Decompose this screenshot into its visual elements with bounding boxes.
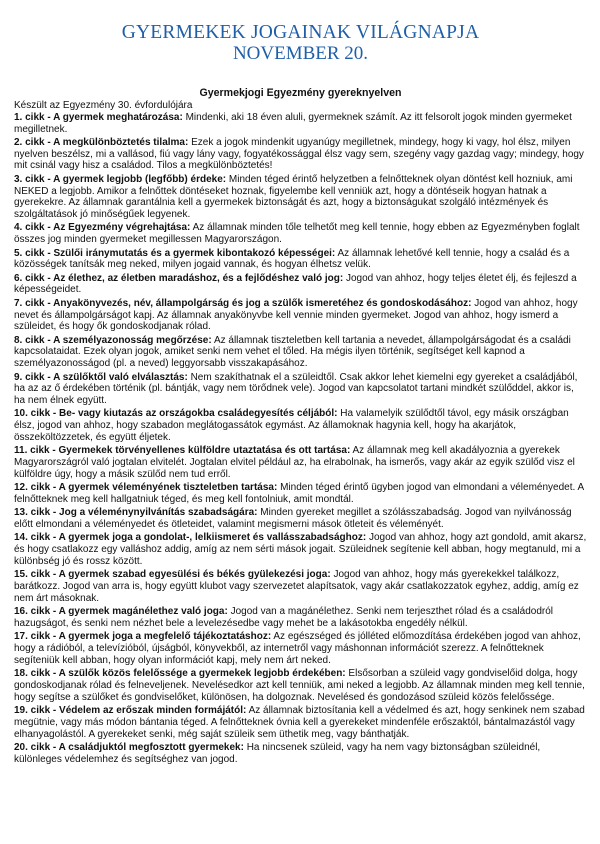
article-number: 20. cikk [14, 741, 51, 753]
article-title: Anyakönyvezés, név, állampolgárság és jog a szülők ismeretéhez és gondoskodásához: [53, 297, 472, 309]
article-item [14, 335, 587, 370]
article-text: Az államnak meg kell akadályoznia a gyerekek Magyarországról való jogtalan elvitelét. Jogtalan elvitel például az, ha elrabolnak, ha ismerős, vagy akár az egyik szülőd visz el külföldre úgy, hogy a másik szülőd nem tud erről. [14, 445, 575, 480]
article-heading: 4. cikk - Az Egyezmény végrehajtása: [14, 222, 191, 234]
article-title: Az élethez, az életben maradáshoz, és a fejlődéshez való jog: [53, 272, 344, 284]
article-item [14, 606, 587, 630]
article-number: 4. cikk [14, 222, 45, 234]
article-item [14, 372, 587, 407]
article-number: 19. cikk [14, 705, 51, 717]
article-title: A megkülönböztetés tilalma: [53, 136, 189, 148]
article-text: Az államnak minden tőle telhetőt meg kell tennie, hogy ebben az Egyezményben foglalt összes jog minden gyermeket megillessen Magyarországon. [14, 222, 580, 246]
article-text: Nem szakíthatnak el a szüleidtől. Csak akkor lehet kiemelni egy gyereket a családjából, ha az az ő érdekében történik (pl. bántják, vagy nem törődnek vele). Jogod van kapcsolatot tartani mindkét szülőddel, akkor is, ha nem élnek együtt. [14, 371, 578, 407]
article-item [14, 273, 587, 297]
article-heading: 2. cikk - A megkülönböztetés tilalma: [14, 136, 189, 148]
article-heading: 13. cikk - Jog a véleménynyilvánítás szabadságára: [14, 507, 258, 519]
article-item [14, 248, 587, 272]
article-heading: 3. cikk - A gyermek legjobb (legfőbb) érdeke: [14, 173, 227, 185]
article-number: 5. cikk [14, 247, 45, 259]
article-item [14, 507, 587, 531]
article-text: Minden téged érintő helyzetben a felnőtteknek olyan döntést kell hozniuk, ami NEKED a legjobb. Amikor a felnőttek döntéseket hoznak, figyelembe kell venniük azt, hogy a döntéseik hogyan hatnak a gyerekekre. Az államnak garantálnia kell a gyermekek biztonságát és azt, hogy a biztonságukat szolgáló intézmények és szolgáltatások jó minőségűek legyenek. [14, 173, 573, 221]
article-number: 14. cikk [14, 532, 51, 544]
article-title: Védelem az erőszak minden formájától: [59, 705, 247, 717]
article-text: Elsősorban a szüleid vagy gondviselőid dolga, hogy gondoskodjanak rólad és felneveljenek. Nevelésedkor azt kell tenniük, ami neked a legjobb. Az államnak minden meg kell tennie, hogy segítse a szülőket és gondviselőket, különösen, ha dolgoznak. Nevelésed és gondozásod szüleid közös felelőssége. [14, 668, 585, 703]
article-item [14, 668, 587, 703]
article-text: Az államnak lehetővé kell tennie, hogy a család és a közösségek tanítsák meg neked, milyen jogaid vannak, és hogyan élhetsz velük. [14, 247, 570, 271]
article-title: Az Egyezmény végrehajtása: [53, 222, 191, 234]
article-heading: 20. cikk - A családjuktól megfosztott gyermekek: [14, 741, 244, 753]
article-item [14, 137, 587, 172]
article-item [14, 482, 587, 506]
article-title: A gyermek szabad egyesülési és békés gyülekezési joga: [58, 569, 331, 581]
article-text: Mindenki, aki 18 éven aluli, gyermeknek számít. Az itt felsorolt jogok minden gyermeket megilletnek. [14, 111, 572, 135]
article-heading: 6. cikk - Az élethez, az életben maradáshoz, és a fejlődéshez való jog: [14, 272, 344, 284]
article-text: Jogod van ahhoz, hogy más gyerekekkel találkozz, barátkozz. Jogod van arra is, hogy együtt klubot vagy szervezetet alapítsatok, vagy akár csatlakozzatok egyhez, addig, amíg ez nem árt másoknak. [14, 569, 579, 604]
article-number: 1. cikk [14, 111, 45, 123]
article-heading: 19. cikk - Védelem az erőszak minden formájától: [14, 705, 247, 717]
article-number: 7. cikk [14, 297, 45, 309]
article-number: 6. cikk [14, 272, 45, 284]
article-text: Ezek a jogok mindenkit ugyanúgy megilletnek, mindegy, hogy ki vagy, hol élsz, milyen nyelven beszélsz, mi a vallásod, fiú vagy lány vagy, fogyatékossággal élsz vagy sem, szegény vagy gazdag vagy; mindegy, hogy mit csinál vagy hisz a családod. Tilos a megkülönböztetés! [14, 136, 584, 172]
article-number: 10. cikk [14, 408, 51, 420]
article-title: A szülőktől való elválasztás: [53, 371, 188, 383]
article-text: Jogod van ahhoz, hogy teljes életet élj, és fejleszd a képességeidet. [14, 272, 577, 296]
article-heading: 11. cikk - Gyermekek törvényellenes külföldre utaztatása és ott tartása: [14, 445, 351, 457]
article-text: Jogod van ahhoz, hogy nevet és állampolgárságot kapj. Az államnak anyakönyvbe kell vennie minden gyermeket. Jogod van ahhoz, hogy ismerd a szüleidet, és hogy ők gondoskodjanak rólad. [14, 297, 578, 333]
article-item [14, 742, 587, 766]
article-heading: 10. cikk - Be- vagy kiutazás az országokba családegyesítés céljából: [14, 408, 338, 420]
article-heading: 12. cikk - A gyermek véleményének tiszteletben tartása: [14, 482, 278, 494]
article-heading: 17. cikk - A gyermek joga a megfelelő tájékoztatáshoz: [14, 631, 272, 643]
article-item [14, 408, 587, 443]
article-item [14, 222, 587, 246]
article-item [14, 298, 587, 333]
article-item [14, 705, 587, 740]
page-title: GYERMEKEK JOGAINAK VILÁGNAPJA [121, 22, 480, 43]
article-text: Az államnak tiszteletben kell tartania a nevedet, állampolgárságodat és a családi kapcsolataidat. Ezek olyan jogok, amiket senki nem vehet el tőled. Ha mégis ilyen történik, segítséget kell kapnod a személyazonosságod (pl. a neved) leggyorsabb visszakapásához. [14, 334, 571, 370]
article-heading: 18. cikk - A szülők közös felelőssége a gyermekek legjobb érdekében: [14, 668, 346, 680]
article-heading: 8. cikk - A személyazonosság megőrzése: [14, 334, 212, 346]
article-heading: 14. cikk - A gyermek joga a gondolat-, lelkiismeret és vallásszabadsághoz: [14, 532, 367, 544]
article-text: Ha valamelyik szülődtől távol, egy másik országban élsz, jogod van ahhoz, hogy szabadon meglátogassátok egymást. Az államoknak hagynia kell, hogy ha akarjátok, összeköltözzetek, és együtt éljetek. [14, 408, 569, 444]
article-heading: 5. cikk - Szülői iránymutatás és a gyermek kibontakozó képességei: [14, 247, 336, 259]
article-heading: 7. cikk - Anyakönyvezés, név, állampolgárság és jog a szülők ismeretéhez és gondoskodásához: [14, 297, 472, 309]
article-heading: 16. cikk - A gyermek magánélethez való joga: [14, 606, 228, 618]
article-item [14, 569, 587, 604]
article-title: A gyermek véleményének tiszteletben tartása: [58, 482, 278, 494]
article-item [14, 174, 587, 221]
article-number: 3. cikk [14, 173, 45, 185]
article-item [14, 532, 587, 567]
article-text: Az egészséged és jólléted előmozdítása érdekében jogod van ahhoz, hogy a rádióból, a televízióból, újságból, könyvekből, az internetről vagy máshonnan információt szerezz. A felnőtteknek segíteniük kell abban, hogy olyan információt kapj, mely nem árt neked. [14, 631, 581, 666]
article-title: Szülői iránymutatás és a gyermek kibontakozó képességei: [53, 247, 336, 259]
article-text: Ha nincsenek szüleid, vagy ha nem vagy biztonságban szüleidnél, különleges védelemhez és segítséghez van jogod. [14, 741, 541, 765]
article-item [14, 445, 587, 480]
article-title: A szülők közös felelőssége a gyermekek legjobb érdekében: [58, 668, 346, 680]
article-item [14, 631, 587, 666]
article-heading: 9. cikk - A szülőktől való elválasztás: [14, 371, 188, 383]
article-title: A gyermek meghatározása: [53, 111, 183, 123]
page-date: NOVEMBER 20. [232, 43, 369, 64]
article-title: A gyermek joga a megfelelő tájékoztatáshoz: [58, 631, 272, 643]
article-title: A gyermek joga a gondolat-, lelkiismeret és vallásszabadsághoz: [58, 532, 367, 544]
article-number: 18. cikk [14, 668, 51, 680]
article-text: Minden téged érintő ügyben jogod van elmondani a véleményedet. A felnőtteknek meg kell hallgatniuk téged, és meg kell fontolniuk, amit mondtál. [14, 482, 584, 505]
article-number: 8. cikk [14, 334, 45, 346]
article-title: A gyermek magánélethez való joga: [58, 606, 228, 618]
article-heading: 1. cikk - A gyermek meghatározása: [14, 111, 183, 123]
article-title: A gyermek legjobb (legfőbb) érdeke: [53, 173, 227, 185]
article-list [14, 112, 587, 766]
article-title: A családjuktól megfosztott gyermekek: [58, 741, 244, 753]
article-number: 13. cikk [14, 507, 51, 519]
article-text: Jogod van ahhoz, hogy azt gondold, amit akarsz, és hogy csatlakozz egy valláshoz addig, amíg az nem sérti mások jogait. Szüleidnek segítenie kell abban, hogy megtanuld, mi a különbség jó és rossz között. [14, 532, 587, 567]
article-title: Gyermekek törvényellenes külföldre utaztatása és ott tartása: [58, 445, 351, 457]
document-intro: Készült az Egyezmény 30. évfordulójára [14, 100, 193, 111]
article-number: 9. cikk [14, 371, 45, 383]
article-number: 12. cikk [14, 482, 51, 494]
article-text: Az államnak biztosítania kell a védelmed és azt, hogy senkinek nem szabad megütnie, vagy más módon bántania téged. A felnőtteknek óvnia kell a gyerekeket mindenféle erőszaktól, bántalmazástól vagy elhanyagolástól. A gyerekeket senki, még saját szüleik sem üthetik meg, vagy bánthatják. [14, 705, 585, 740]
article-text: Minden gyereket megillet a szólásszabadság. Jogod van nyilvánosság előtt elmondani a véleményedet és ötleteidet, valamint megismerni mások ötleteit és véleményét. [14, 507, 572, 531]
article-number: 11. cikk [14, 445, 50, 457]
article-title: A személyazonosság megőrzése: [53, 334, 212, 346]
article-title: Jog a véleménynyilvánítás szabadságára: [59, 507, 258, 519]
article-number: 15. cikk [14, 569, 51, 581]
document-heading: Gyermekjogi Egyezmény gyereknyelven [199, 87, 402, 99]
article-item [14, 112, 587, 136]
article-number: 2. cikk [14, 136, 45, 148]
article-text: Jogod van a magánélethez. Senki nem terjeszthet rólad és a családodról hazugságot, és senki nem nézhet bele a levelezésedbe vagy mehet be a lakásotokba engedély nélkül. [14, 606, 554, 629]
article-number: 16. cikk [14, 606, 51, 618]
article-number: 17. cikk [14, 631, 51, 643]
article-heading: 15. cikk - A gyermek szabad egyesülési és békés gyülekezési joga: [14, 569, 331, 581]
article-title: Be- vagy kiutazás az országokba családegyesítés céljából: [59, 408, 338, 420]
